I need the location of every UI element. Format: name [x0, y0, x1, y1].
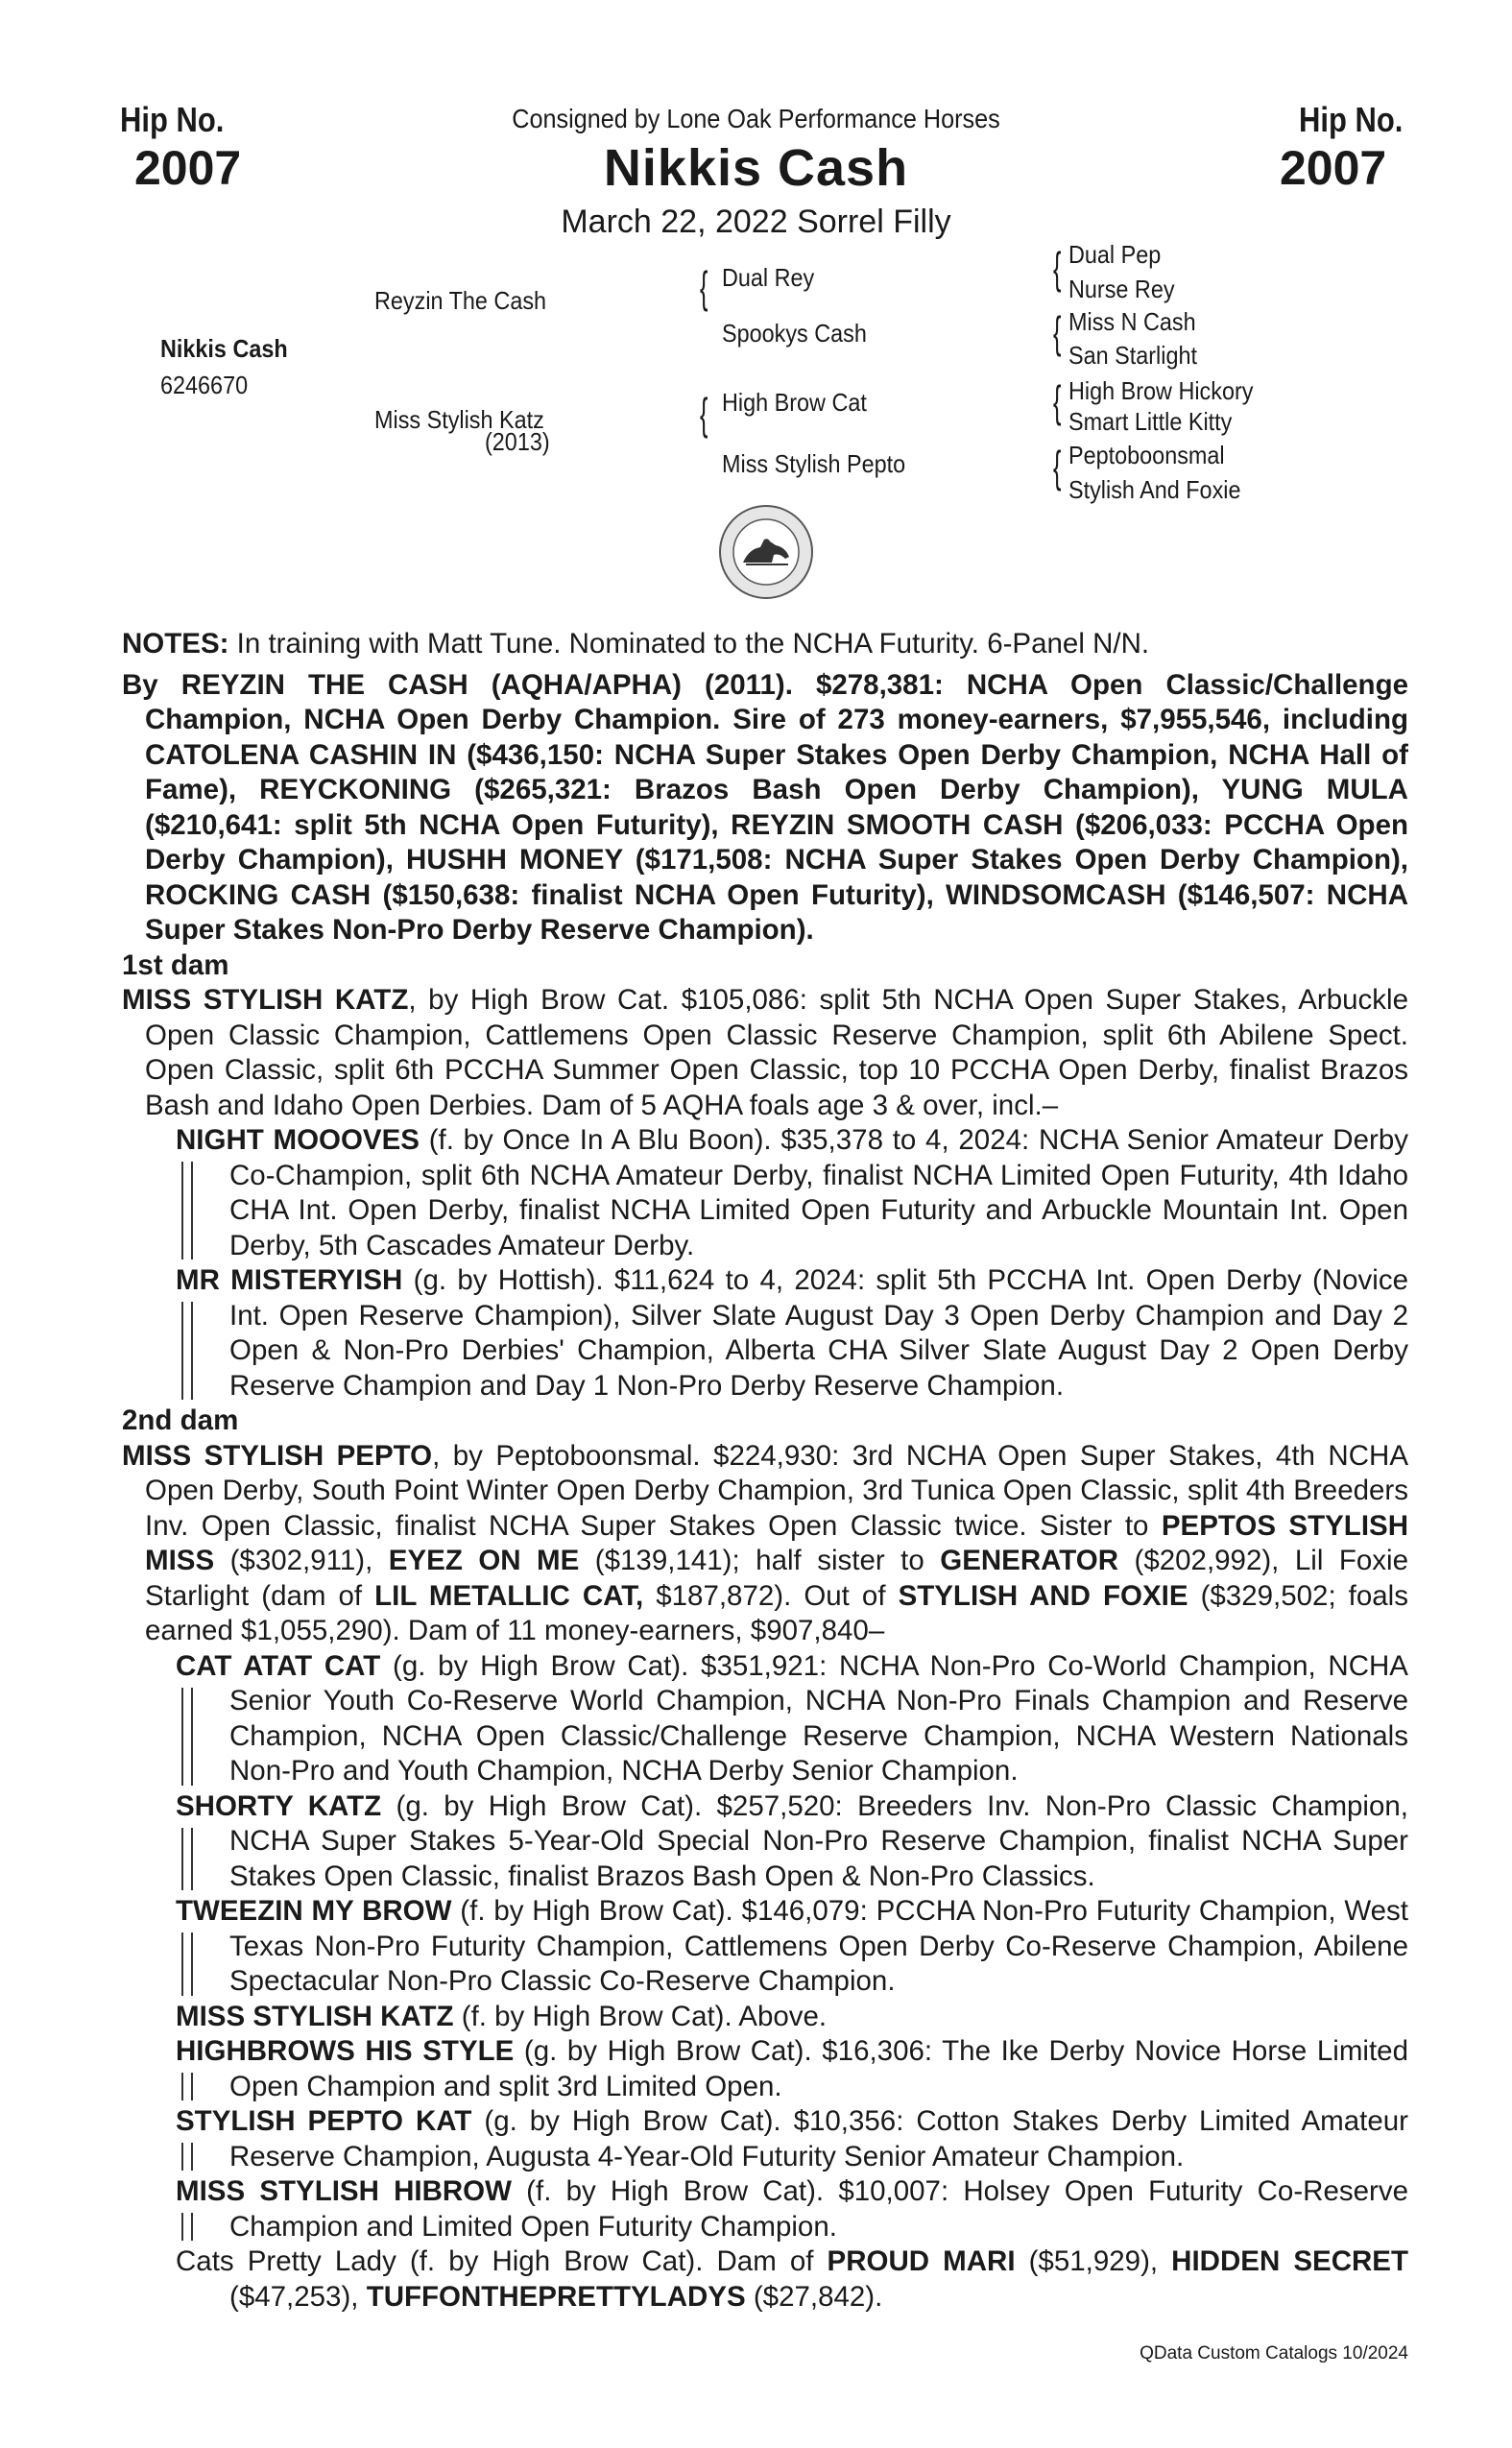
second-dam-foal-7	[122, 2174, 1408, 2244]
first-dam-name: MISS STYLISH KATZ	[122, 984, 409, 1016]
sire-sire: Dual Rey	[722, 263, 815, 292]
produce-text: ($51,929),	[1015, 2245, 1172, 2277]
hip-number-left: 2007	[134, 141, 242, 195]
foal-name: TWEEZIN MY BROW	[176, 1895, 452, 1927]
brace-sire: {	[700, 262, 708, 312]
hip-number-right: 2007	[1280, 141, 1387, 195]
first-dam-foal-1	[122, 1123, 1408, 1263]
ggp-6: Smart Little Kitty	[1068, 407, 1233, 436]
hip-label-right: Hip No.	[1299, 100, 1404, 139]
sibling-name: GENERATOR	[940, 1545, 1119, 1576]
ggp-2: Nurse Rey	[1068, 275, 1175, 303]
dam: Miss Stylish Katz	[374, 405, 544, 434]
foal-name: MISS STYLISH KATZ	[176, 2000, 454, 2032]
third-dam-text: ($329,502; foals earned $1,055,290). Dam of 11 money-earners, $907,840–	[145, 1579, 1408, 1646]
brace-ggp-3: {	[1053, 376, 1062, 426]
sire-paragraph: By REYZIN THE CASH (AQHA/APHA) (2011). $278,381: NCHA Open Classic/Challenge Champion, NCHA Open Derby Champion. Sire of 273 money-earners, $7,955,546, including CATOLENA CASHIN IN ($436,150: NCHA Super Stakes Open Derby Champion, NCHA Hall of Fame), REYCKONING ($265,321: Brazos Bash Open Derby Champion), YUNG MULA ($210,641: split 5th NCHA Open Futurity), REYZIN SMOOTH CASH ($206,033: PCCHA Open Derby Champion), HUSHH MONEY ($171,508: NCHA Super Stakes Open Derby Champion), ROCKING CASH ($150,638: finalist NCHA Open Futurity), WINDSOMCASH ($146,507: NCHA Super Stakes Non-Pro Derby Reserve Champion).	[122, 668, 1408, 946]
foal-name: NIGHT MOOOVES	[176, 1124, 420, 1156]
produce-name: TUFFONTHEPRETTYLADYS	[366, 2280, 746, 2313]
second-dam-foal-5	[122, 2034, 1408, 2104]
consigned-by: Consigned by Lone Oak Performance Horses	[512, 104, 1000, 133]
sibling-name: LIL METALLIC CAT,	[374, 1579, 644, 1612]
second-dam-name: MISS STYLISH PEPTO	[122, 1439, 433, 1472]
catalog-body	[122, 627, 1408, 2315]
ggp-3: Miss N Cash	[1068, 307, 1196, 336]
dam-sire: High Brow Cat	[722, 388, 867, 417]
third-dam-name: STYLISH AND FOXIE	[898, 1579, 1188, 1612]
second-dam-text: , by Peptoboonsmal. $224,930: 3rd NCHA Open Super Stakes, 4th NCHA Open Derby, South Point Winter Open Derby Champion, 3rd Tunica Open Classic, split 4th Breeders Inv. Open Classic, finalist NCHA Super Stakes Open Classic twice. Sister to	[145, 1439, 1408, 1542]
sire: Reyzin The Cash	[374, 286, 547, 315]
produce-name: HIDDEN SECRET	[1171, 2245, 1408, 2277]
brace-ggp-2: {	[1053, 307, 1062, 357]
foal-name: CAT ATAT CAT	[176, 1649, 381, 1682]
ncha-seal-logo	[693, 503, 839, 601]
sibling-name: EYEZ ON ME	[388, 1545, 580, 1576]
dam-dam: Miss Stylish Pepto	[722, 449, 906, 478]
ggp-8: Stylish And Foxie	[1068, 475, 1241, 504]
birth-line: March 22, 2022 Sorrel Filly	[561, 204, 951, 240]
foal-name: MISS STYLISH HIBROW	[176, 2175, 512, 2207]
sibling-text: $187,872). Out of	[643, 1579, 899, 1612]
sire-dam: Spookys Cash	[722, 319, 867, 348]
brace-ggp-1: {	[1053, 243, 1062, 293]
foal-name: SHORTY KATZ	[176, 1789, 382, 1822]
foal-text: (f. by High Brow Cat). Above.	[453, 2000, 828, 2032]
foal-name: MR MISTERYISH	[176, 1264, 403, 1296]
produce-text: ($47,253),	[229, 2280, 367, 2313]
notes-line	[122, 627, 1408, 662]
foal-text: (g. by High Brow Cat). $257,520: Breeders Inv. Non-Pro Classic Champion, NCHA Super Stakes 5-Year-Old Special Non-Pro Reserve Champion, finalist NCHA Super Stakes Open Classic, finalist Brazos Bash Open & Non-Pro Classics.	[229, 1789, 1408, 1892]
second-dam-heading: 2nd dam	[122, 1404, 239, 1436]
foal-text: (g. by High Brow Cat). $10,356: Cotton Stakes Derby Limited Amateur Reserve Champion, Augusta 4-Year-Old Futurity Senior Amateur Champion.	[229, 2105, 1408, 2172]
sibling-text: ($302,911),	[214, 1545, 389, 1576]
dam-year: (2013)	[485, 427, 550, 456]
foal-text: (f. by High Brow Cat). $10,007: Holsey Open Futurity Co-Reserve Champion and Limited Open Futurity Champion.	[229, 2175, 1409, 2243]
hip-label-left: Hip No.	[120, 100, 225, 139]
brace-ggp-4: {	[1053, 442, 1062, 492]
notes-label: NOTES:	[122, 628, 229, 660]
produce-name: PROUD MARI	[827, 2245, 1016, 2277]
second-dam-foal-4	[122, 2000, 1408, 2035]
foal-text: (g. by High Brow Cat). $351,921: NCHA Non-Pro Co-World Champion, NCHA Senior Youth Co-Reserve World Champion, NCHA Non-Pro Finals Champion and Reserve Champion, NCHA Open Classic/Challenge Reserve Champion, NCHA Western Nationals Non-Pro and Youth Champion, NCHA Derby Senior Champion.	[229, 1649, 1408, 1787]
ggp-1: Dual Pep	[1068, 240, 1162, 269]
foal-text: (g. by High Brow Cat). $16,306: The Ike Derby Novice Horse Limited Open Champion and split 3rd Limited Open.	[229, 2035, 1408, 2102]
ggp-5: High Brow Hickory	[1068, 376, 1254, 405]
brace-dam: {	[700, 389, 708, 439]
second-dam-foal-3	[122, 1894, 1408, 2000]
subject-name: Nikkis Cash	[160, 334, 288, 363]
subject-reg: 6246670	[160, 371, 249, 399]
foal-name: STYLISH PEPTO KAT	[176, 2105, 472, 2137]
first-dam-heading: 1st dam	[122, 948, 229, 981]
sibling-text: ($139,141); half sister to	[579, 1545, 941, 1576]
foal-name: HIGHBROWS HIS STYLE	[176, 2035, 515, 2067]
sibling-text: ($202,992), Lil Foxie Starlight (dam of	[145, 1545, 1408, 1612]
ggp-4: San Starlight	[1068, 341, 1197, 370]
notes-text: In training with Matt Tune. Nominated to the NCHA Futurity. 6-Panel N/N.	[228, 628, 1150, 660]
produce-text: ($27,842).	[745, 2280, 883, 2313]
sibling-name: PEPTOS STYLISH MISS	[145, 1509, 1408, 1576]
first-dam-paragraph	[122, 983, 1408, 1123]
first-dam-text: , by High Brow Cat. $105,086: split 5th NCHA Open Super Stakes, Arbuckle Open Classic Champion, Cattlemens Open Classic Reserve Champion, split 6th Abilene Spect. Open Classic, split 6th PCCHA Summer Open Classic, top 10 PCCHA Open Derby, finalist Brazos Bash and Idaho Open Derbies. Dam of 5 AQHA foals age 3 & over, incl.–	[145, 984, 1408, 1121]
second-dam-foal-6	[122, 2104, 1408, 2174]
second-dam-foal-8	[122, 2244, 1408, 2315]
second-dam-foal-2	[122, 1789, 1408, 1895]
first-dam-foal-2	[122, 1263, 1408, 1404]
second-dam-foal-1	[122, 1649, 1408, 1789]
foal-text: Cats Pretty Lady (f. by High Brow Cat). Dam of	[176, 2245, 828, 2277]
foal-text: (g. by Hottish). $11,624 to 4, 2024: split 5th PCCHA Int. Open Derby (Novice Int. Open Reserve Champion), Silver Slate August Day 3 Open Derby Champion and Day 2 Open & Non-Pro Derbies' Champion, Alberta CHA Silver Slate August Day 2 Open Derby Reserve Champion and Day 1 Non-Pro Derby Reserve Champion.	[229, 1264, 1408, 1402]
foal-text: (f. by Once In A Blu Boon). $35,378 to 4, 2024: NCHA Senior Amateur Derby Co-Champion, split 6th NCHA Amateur Derby, finalist NCHA Limited Open Futurity, 4th Idaho CHA Int. Open Derby, finalist NCHA Limited Open Futurity and Arbuckle Mountain Int. Open Derby, 5th Cascades Amateur Derby.	[229, 1124, 1408, 1261]
ggp-7: Peptoboonsmal	[1068, 441, 1225, 469]
footer-credit: QData Custom Catalogs 10/2024	[1140, 2343, 1408, 2364]
second-dam-paragraph	[122, 1439, 1408, 1649]
foal-text: (f. by High Brow Cat). $146,079: PCCHA Non-Pro Futurity Champion, West Texas Non-Pro Futurity Champion, Cattlemens Open Derby Co-Reserve Champion, Abilene Spectacular Non-Pro Classic Co-Reserve Champion.	[229, 1895, 1409, 1997]
horse-name: Nikkis Cash	[603, 139, 909, 197]
